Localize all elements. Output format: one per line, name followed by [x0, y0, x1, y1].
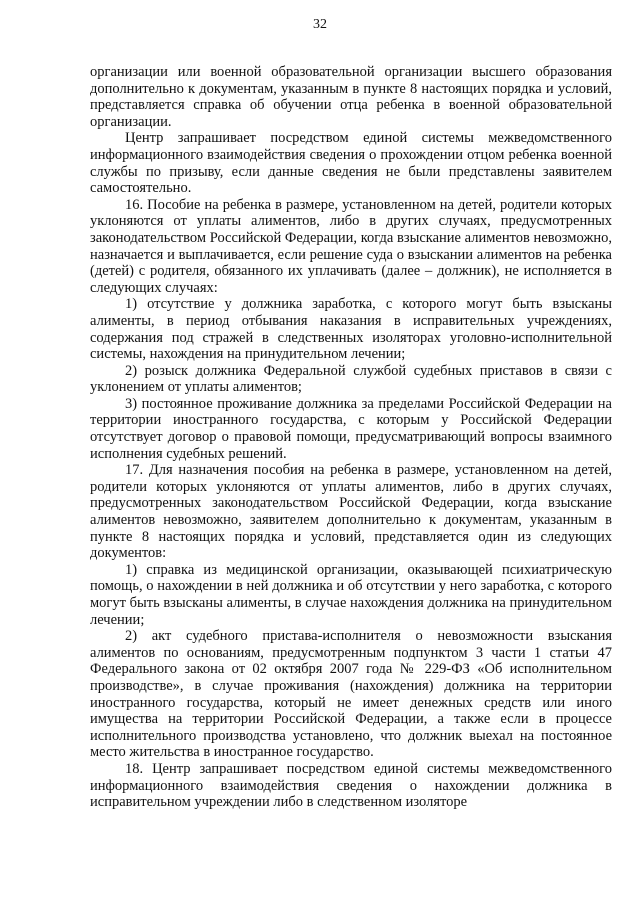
document-body	[90, 64, 612, 811]
page-number: 32	[313, 17, 327, 32]
paragraph: Центр запрашивает посредством единой системы межведомственного информационного взаимодействия сведения о прохождении отцом ребенка военной службы по призыву, если данные сведения не были представлены заявителем самостоятельно.	[90, 130, 612, 197]
list-item: 2) акт судебного пристава-исполнителя о невозможности взыскания алиментов по основаниям, предусмотренным подпунктом 3 части 1 статьи 47 Федерального закона от 02 октября 2007 года № 229-ФЗ «Об исполнительном производстве», в случае проживания (нахождения) должника на территории иностранного государства, который не имеет денежных средств или иного имущества на территории Российской Федерации, а также если в процессе исполнительного производства установлено, что должник выехал на постоянное место жительства в иностранное государство.	[90, 628, 612, 761]
paragraph: 18. Центр запрашивает посредством единой системы межведомственного информационного взаимодействия сведения о нахождении должника в исправительном учреждении либо в следственном изоляторе	[90, 760, 612, 811]
paragraph: 17. Для назначения пособия на ребенка в размере, установленном на детей, родители которых уклоняются от уплаты алиментов, либо в других случаях, предусмотренных законодательством Российской Федерации, когда взыскание алиментов невозможно, заявителем дополнительно к документам, указанным в пункте 8 настоящих порядка и условий, представляется один из следующих документов:	[90, 462, 612, 562]
list-item: 1) справка из медицинской организации, оказывающей психиатрическую помощь, о нахождении в ней должника и об отсутствии у него заработка, с которого могут быть взысканы алименты, в случае нахождения должника на принудительном лечении;	[90, 561, 612, 628]
list-item: 1) отсутствие у должника заработка, с которого могут быть взысканы алименты, в период отбывания наказания в исправительных учреждениях, содержания под стражей в следственных изоляторах уголовно-исполнительной системы, нахождения на принудительном лечении;	[90, 296, 612, 363]
list-item: 2) розыск должника Федеральной службой судебных приставов в связи с уклонением от уплаты алиментов;	[90, 362, 612, 396]
paragraph: организации или военной образовательной организации высшего образования дополнительно к документам, указанным в пункте 8 настоящих порядка и условий, представляется справка об обучении отца ребенка в военной образовательной организации.	[90, 64, 612, 130]
paragraph: 16. Пособие на ребенка в размере, установленном на детей, родители которых уклоняются от уплаты алиментов, либо в других случаях, предусмотренных законодательством Российской Федерации, когда взыскание алиментов невозможно, назначается и выплачивается, если решение суда о взыскании алиментов на ребенка (детей) с родителя, обязанного их уплачивать (далее – должник), не исполняется в следующих случаях:	[90, 196, 612, 296]
list-item: 3) постоянное проживание должника за пределами Российской Федерации на территории иностранного государства, с которым у Российской Федерации отсутствует договор о правовой помощи, предусматривающий вопросы взаимного исполнения судебных решений.	[90, 395, 612, 462]
